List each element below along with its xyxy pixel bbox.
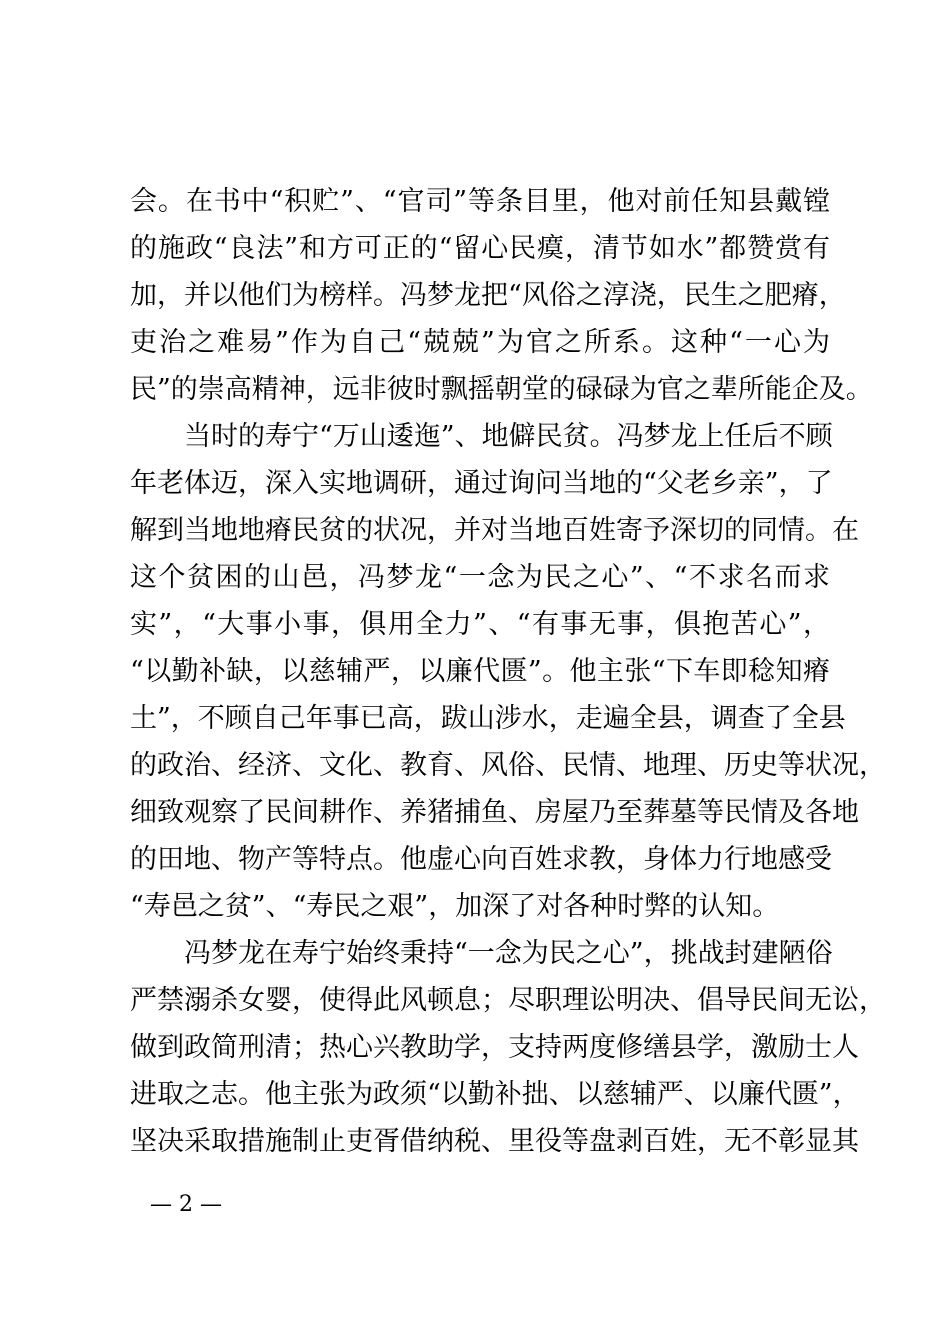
text-line: 的田地、物产等特点。他虚心向百姓求教，身体力行地感受 xyxy=(130,844,832,875)
text-line: 坚决采取措施制止吏胥借纳税、里役等盘剥百姓，无不彰显其 xyxy=(130,1126,859,1157)
text-line: 做到政简刑清；热心兴教助学，支持两度修缮县学，激励士人 xyxy=(130,1032,859,1063)
text-line: 的施政“良法”和方可正的“留心民瘼，清节如水”都赞赏有 xyxy=(130,233,830,264)
text-line: 当时的寿宁“万山逶迤”、地僻民贫。冯梦龙上任后不顾 xyxy=(184,421,833,452)
text-line: 严禁溺杀女婴，使得此风顿息；尽职理讼明决、倡导民间无讼， xyxy=(130,985,886,1016)
text-line: 吏治之难易”作为自己“兢兢”为官之所系。这种“一心为 xyxy=(130,327,830,358)
text-line: 年老体迈，深入实地调研，通过询问当地的“父老乡亲”，了 xyxy=(130,468,833,499)
text-line: 这个贫困的山邑，冯梦龙“一念为民之心”、“不求名而求 xyxy=(130,562,830,593)
page-number: — 2 — xyxy=(150,1192,222,1217)
text-line: 解到当地地瘠民贫的状况，并对当地百姓寄予深切的同情。在 xyxy=(130,515,859,546)
text-line: 细致观察了民间耕作、养猪捕鱼、房屋乃至葬墓等民情及各地 xyxy=(130,797,859,828)
text-line: 的政治、经济、文化、教育、风俗、民情、地理、历史等状况， xyxy=(130,750,886,781)
text-line: 实”，“大事小事，俱用全力”、“有事无事，俱抱苦心”， xyxy=(130,609,830,640)
text-line: 加，并以他们为榜样。冯梦龙把“风俗之淳浇，民生之肥瘠， xyxy=(130,280,846,311)
text-line: 民”的崇高精神，远非彼时飘摇朝堂的碌碌为官之辈所能企及。 xyxy=(130,374,873,405)
text-line: “以勤补缺，以慈辅严，以廉代匮”。他主张“下车即稔知瘠 xyxy=(130,656,830,687)
text-line: “寿邑之贫”、“寿民之艰”，加深了对各种时弊的认知。 xyxy=(130,891,780,922)
text-line: 冯梦龙在寿宁始终秉持“一念为民之心”，挑战封建陋俗 xyxy=(184,938,833,969)
text-line: 会。在书中“积贮”、“官司”等条目里，他对前任知县戴镗 xyxy=(130,186,830,217)
text-line: 进取之志。他主张为政须“以勤补拙、以慈辅严、以廉代匮”， xyxy=(130,1079,860,1110)
text-line: 土”，不顾自己年事已高，跋山涉水，走遍全县，调查了全县 xyxy=(130,703,846,734)
body-text xyxy=(130,178,886,1165)
